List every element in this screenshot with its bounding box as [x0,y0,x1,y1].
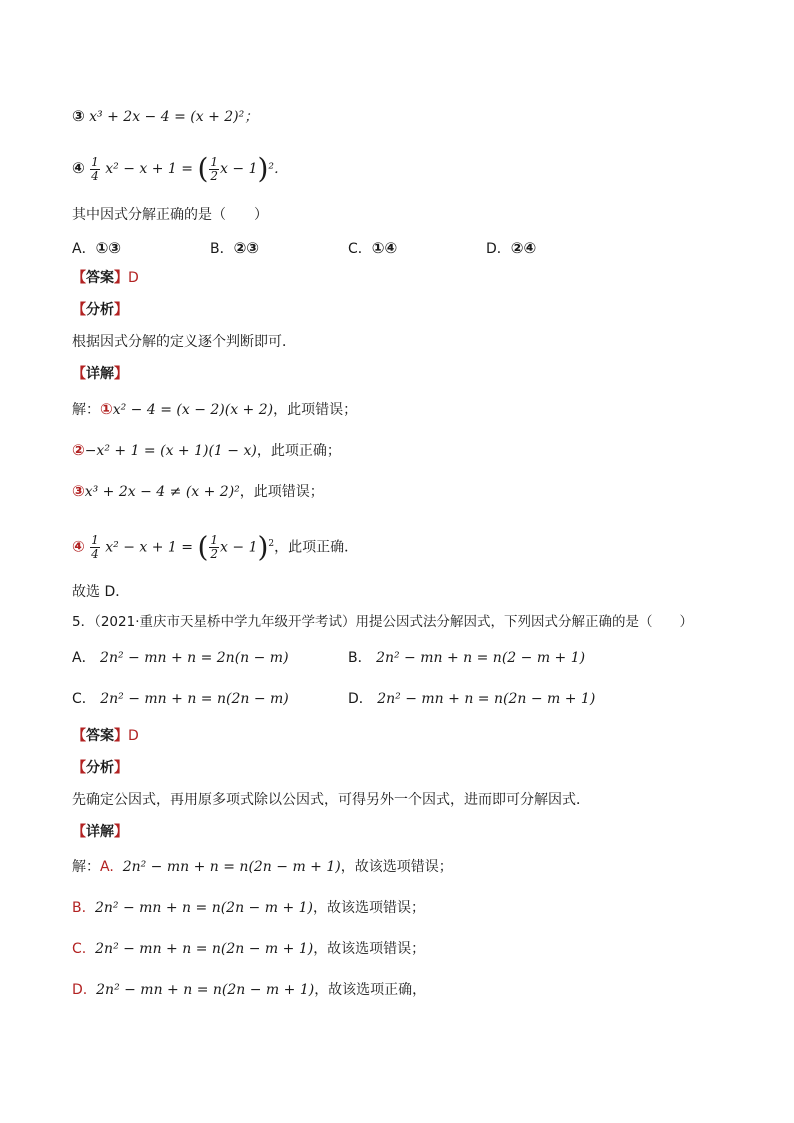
q5-detail-row-b: B. 2n² − mn + n = n(2n − m + 1)，故该选项错误； [72,900,426,916]
q4-detail-step-4: ④ $\frac{1}{4}$ x² − x + 1 = ( $\frac{1}{2}$ x − 1)$^2$，此项正确． [72,530,359,564]
q5-option-c: C． 2n² − mn + n = n(2n − m) [72,691,289,707]
q5-option-b: B． 2n² − mn + n = n(2 − m + 1) [348,650,586,666]
intro-line-4-end: ²． [268,161,289,177]
circled-number-3: ③ [72,107,85,125]
intro-line-4-inner: x − 1 [220,161,258,177]
q4-answer [72,268,139,288]
circled-number-4: ④ [72,159,85,177]
q5-answer-value: D [128,728,139,744]
q4-detail-heading: 【详解】 [72,366,128,382]
q5-detail-row-a: 解：A. 2n² − mn + n = n(2n − m + 1)，故该选项错误； [72,859,453,875]
q4-option-d: D．②④ [486,239,537,257]
q4-analysis-text: 根据因式分解的定义逐个判断即可． [72,334,296,350]
q5-answer-tag: 【答案】 [72,728,128,744]
fraction-one-half: $\frac{1}{2}$ [210,154,219,183]
fraction-one-quarter: $\frac{1}{4}$ [91,154,99,183]
q5-analysis-text: 先确定公因式，再用原多项式除以公因式，可得另外一个因式，进而即可分解因式． [72,792,590,808]
q4-analysis-heading: 【分析】 [72,302,128,318]
q4-option-c: C．①④ [348,239,398,257]
q5-option-d: D． 2n² − mn + n = n(2n − m + 1) [348,691,596,707]
q4-answer-tag: 【答案】 [72,270,128,286]
q4-detail-step-1: 解：①x² − 4 = (x − 2)(x + 2)，此项错误； [72,400,358,418]
q4-question: 其中因式分解正确的是（ ） [72,207,268,223]
q4-conclusion: 故选 D． [72,584,130,600]
q5-option-a: A． 2n² − mn + n = 2n(n − m) [72,650,289,666]
q4-detail-step-2: ②−x² + 1 = (x + 1)(1 − x)，此项正确； [72,441,341,459]
intro-line-3-math: x³ + 2x − 4 = (x + 2)²； [89,109,259,125]
q5-detail-heading: 【详解】 [72,824,128,840]
q4-option-a: A．①③ [72,239,121,257]
intro-line-4-mid: x² − x + 1 = [105,161,194,177]
q4-answer-value: D [128,270,139,286]
q5-detail-row-c: C. 2n² − mn + n = n(2n − m + 1)，故该选项错误； [72,941,426,957]
q5-analysis-heading: 【分析】 [72,760,128,776]
intro-line-3 [72,106,258,127]
intro-line-4: ④ $\frac{1}{4}$ x² − x + 1 = ( $\frac{1}{2}$ x − 1)²． [72,152,289,185]
q5-answer [72,726,139,746]
q4-option-b: B．②③ [210,239,260,257]
q5-detail-row-d: D. 2n² − mn + n = n(2n − m + 1)，故该选项正确， [72,982,427,998]
q5-stem: 5．（2021·重庆市天星桥中学九年级开学考试）用提公因式法分解因式，下列因式分解正确的是（ ） [72,614,693,630]
q4-detail-step-3: ③x³ + 2x − 4 ≠ (x + 2)²，此项错误； [72,482,324,500]
